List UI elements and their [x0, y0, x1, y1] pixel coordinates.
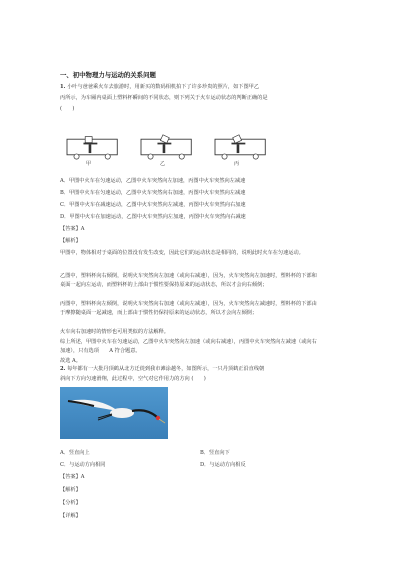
- q2-stem-text2: 斜向下方向匀速滑翔，此过程中，空气对它作用力的方向: [60, 376, 190, 382]
- train-car-figure-yi: [136, 134, 198, 160]
- figure-label-bing: 丙: [234, 161, 240, 167]
- q1-figure: [60, 134, 280, 170]
- q1-stem-line2: 丙所示，为车厢内桌面上塑料杯瞬间的不同状态，则下列关于火车运动状态的判断正确的是: [60, 95, 268, 101]
- q1-analysis-para3: 丙图中，塑料杯向左倾倒，说明火车突然向右加速（或向左减速），因为，火车突然向左减速时，塑料杯的下部由于摩擦随桌面一起减速，而上部由于惯性仍保持原来的运动状态，所以才会向左倾倒；: [60, 301, 317, 317]
- q1-option-c: C．甲图中火车在减速运动，乙图中火车突然向左减速，丙图中火车突然向右加速: [60, 202, 246, 208]
- q1-analysis-para2: 乙图中，塑料杯向右倾倒，说明火车突然向左加速（或向右减速），因为，火车突然向左加速时，塑料杯的下部和桌面一起向左运动，而塑料杯的上部由于惯性要保持原来的运动状态，所以才会向右倾倒；: [60, 273, 317, 289]
- train-car-figure-jia: [62, 134, 124, 160]
- q1-number: 1.: [60, 84, 66, 90]
- q2-option-d: D．与运动方向相反: [200, 462, 246, 468]
- q2-answer: 【答案】A: [60, 474, 85, 480]
- q1-analysis-label: 【解析】: [60, 238, 81, 244]
- q1-analysis-para5: 综上所述，甲图中火车在匀速运动，乙图中火车突然向左加速（或向右减速），丙图中火车突然向左减速（或向右加速），只有选项 A 符合题意。: [60, 339, 317, 355]
- q1-stem-line3: ( ): [60, 106, 75, 112]
- q2-analysis-label: 【解析】: [60, 487, 81, 493]
- q1-option-a: A．甲图中火车在匀速运动，乙图中火车突然向左加速，丙图中火车突然向左减速: [60, 178, 246, 184]
- q1-analysis-para1: 甲图中，物体相对于桌面的位置没有发生改变，因此它们的运动状态是相同的，说明此时火车在匀速运动。: [60, 250, 304, 256]
- q2-stem-text1: 每年都有一大批丹顶鹤从北方迁徙到我市滩涂越冬，如图所示，一只丹顶鹤正沿直线朝: [67, 366, 265, 372]
- q2-stem-line2: [60, 376, 206, 383]
- q2-number: 2.: [60, 366, 66, 372]
- q1-stem-text1: 小叶与爸爸乘火车去旅游时，用新买的数码相机拍下了许多珍贵的照片，如下图甲乙: [67, 84, 260, 90]
- q2-stem-line1: [60, 366, 264, 373]
- q1-option-b: B．甲图中火车在匀速运动，乙图中火车突然向右加速，丙图中火车突然向左减速: [60, 190, 246, 196]
- figure-label-jia: 甲: [86, 161, 92, 167]
- q2-analysis2-label: 【分析】: [60, 500, 81, 506]
- crane-photo: [60, 387, 168, 439]
- q1-answer: 【答案】A: [60, 226, 85, 232]
- q2-stem-text3: ( ): [191, 376, 206, 382]
- q1-conclusion: 故选 A。: [60, 358, 81, 364]
- q2-detail-label: 【详解】: [60, 513, 81, 519]
- q2-option-a: A．竖直向上: [60, 450, 90, 456]
- section-title: 一、初中物理力与运动的关系问题: [60, 71, 156, 79]
- train-car-figure-bing: [210, 134, 272, 160]
- q2-option-c: C．与运动方向相同: [60, 462, 106, 468]
- q1-option-d: D．甲图中火车在加速运动，乙图中火车突然向左加速，丙图中火车突然向右减速: [60, 214, 246, 220]
- q2-option-b: B．竖直向下: [200, 450, 230, 456]
- figure-label-yi: 乙: [160, 161, 166, 167]
- q1-analysis-para4: 火车向右加速时的情形也可用类似的方法解释。: [60, 329, 169, 335]
- q1-stem-line1: [60, 84, 259, 91]
